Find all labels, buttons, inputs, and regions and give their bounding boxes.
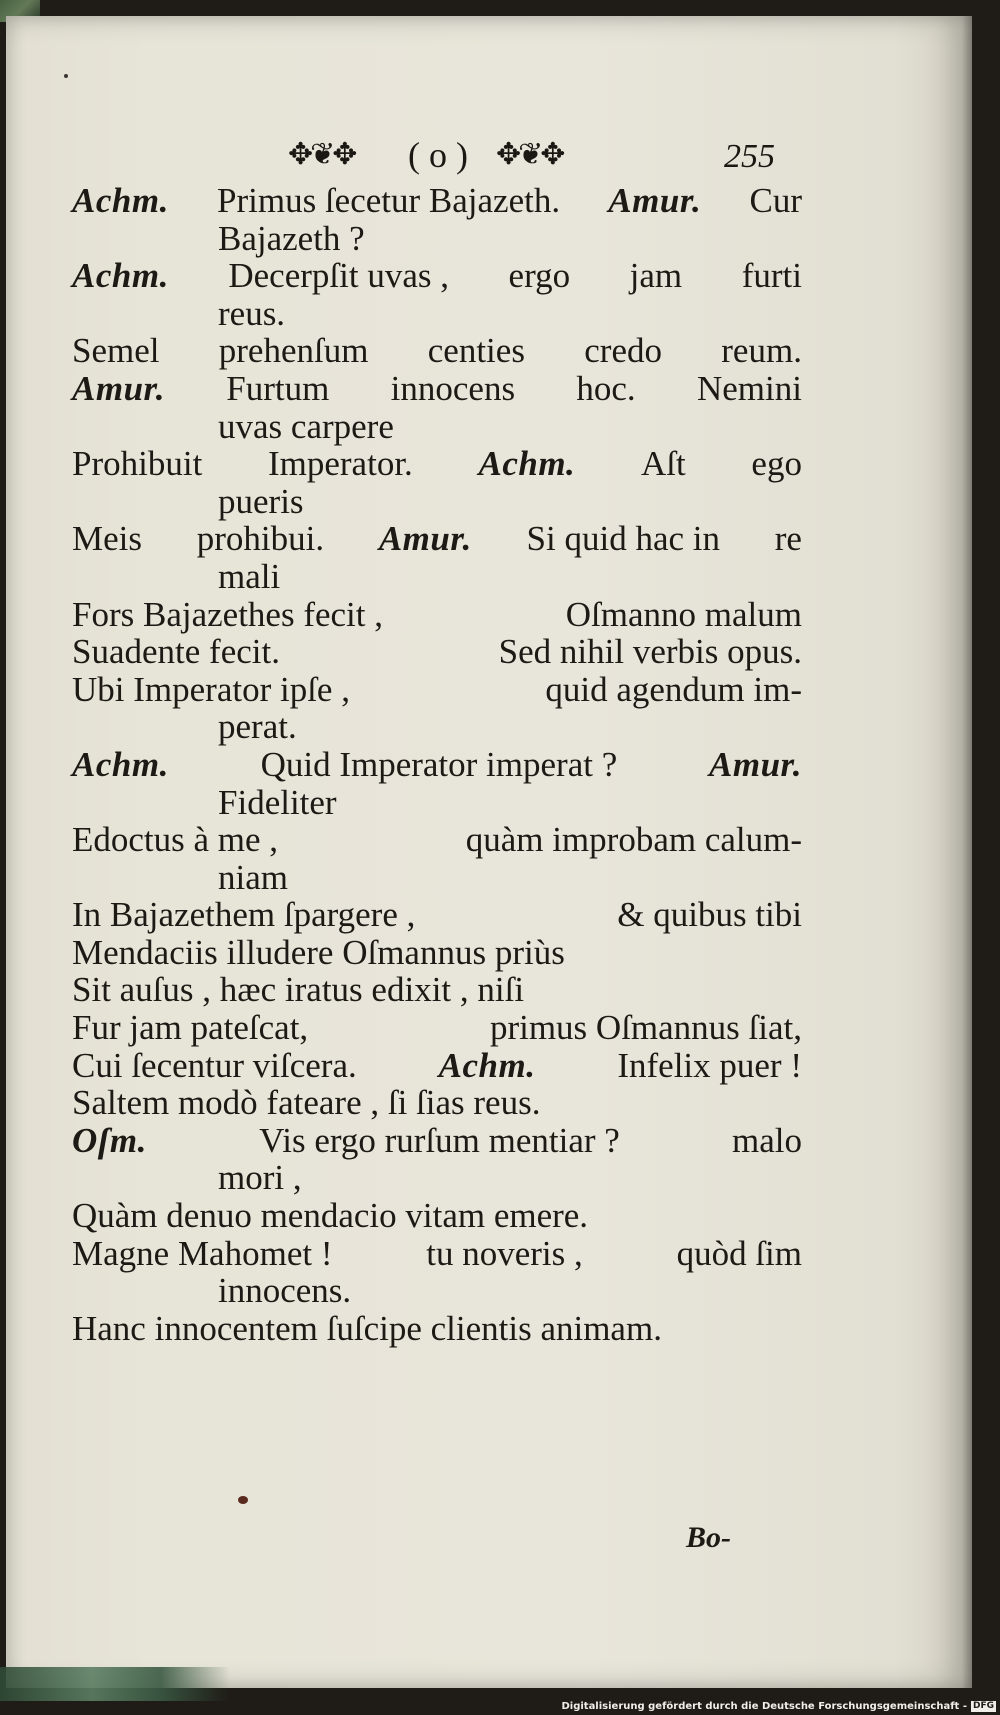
verse-segment: tu noveris , [426,1233,583,1273]
verse-segment: Hanc innocentem ſuſcipe clientis animam. [72,1308,662,1348]
verse-segment: Semel [72,331,160,371]
speaker-name: Achm. [72,256,169,296]
speaker-name: Amur. [72,368,165,408]
verse-line [72,1009,802,1047]
verse-segment: re [774,519,802,559]
verse-line [72,182,802,220]
verse-line [72,1235,802,1273]
verse-segment: Imperator. [267,444,413,484]
speaker-name: Amur. [608,181,702,220]
verse-text [72,182,802,1347]
verse-segment: reum. [721,331,802,371]
verse-segment: ergo [508,256,571,296]
speaker-name: Oſm. [72,1120,147,1160]
credit-text: Digitalisierung gefördert durch die Deutsche Forschungsgemeinschaft - [561,1700,967,1712]
verse-line [72,520,802,558]
verse-segment: hoc. [576,368,636,408]
digitization-credit [561,1699,996,1713]
verse-segment: prehenſum [218,331,369,371]
verse-line [72,821,802,859]
verse-line [72,671,802,709]
ink-speck [238,1496,248,1504]
verse-segment: Primus ſecetur Bajazeth. [217,181,561,220]
verse-line: mali [218,556,281,596]
verse-line [72,257,802,295]
verse-segment: credo [584,331,662,371]
verse-segment: jam [629,256,683,296]
verse-segment: malo [732,1120,802,1160]
page-number: 255 [724,138,775,175]
running-header [6,132,972,180]
verse-segment: Ubi Imperator ipſe , [72,669,350,709]
verse-segment: prohibui. [196,519,325,559]
verse-segment: Infelix puer ! [617,1045,802,1085]
verse-line: pueris [218,481,304,521]
verse-segment: Magne Mahomet ! [72,1233,333,1273]
verse-line [72,1122,802,1160]
verse-line [72,1197,802,1235]
verse-line: Sit auſus , hæc iratus edixit , niſi [72,970,525,1010]
verse-segment: Prohibuit [72,444,203,484]
verse-line: Saltem modò fateare , ſi ſias reus. [72,1083,541,1123]
verse-line [72,1310,802,1348]
verse-segment: quid agendum im- [545,669,802,709]
verse-line: uvas carpere [218,406,394,446]
speaker-name: Achm. [72,181,169,220]
verse-line: Mendaciis illudere Oſmannus priùs [72,932,565,972]
verse-segment: Cur [749,181,802,220]
verse-segment: Meis [72,519,142,559]
ink-speck [64,74,68,78]
verse-line [72,633,802,671]
ornament-left-icon: ✥❦✥ [288,137,355,172]
verse-segment: Oſmanno malum [565,594,802,634]
verse-segment: Si quid hac in [526,519,721,559]
dfg-logo-icon: DFG [972,1700,994,1711]
verse-line [72,445,802,483]
verse-segment: Aſt [641,444,686,484]
verse-line [72,1047,802,1085]
verse-segment: Furtum [226,368,330,408]
verse-segment: Sed nihil verbis opus. [498,632,802,672]
verse-segment: Fur jam pateſcat, [72,1008,309,1048]
verse-segment: innocens [390,368,516,408]
verse-line: Bajazeth ? [218,218,365,258]
verse-segment: quòd ſim [676,1233,802,1273]
verse-segment: Vis ergo rurſum mentiar ? [259,1120,620,1160]
page-shadow-edge [962,16,972,1688]
verse-segment: In Bajazethem ſpargere , [72,895,416,935]
verse-segment: Cui ſecentur viſcera. [72,1045,357,1085]
verse-line: reus. [218,293,286,333]
speaker-name: Achm. [478,444,576,484]
verse-segment: Decerpſit uvas , [228,256,449,296]
speaker-name: Amur. [378,519,472,559]
ornament-right-icon: ✥❦✥ [496,137,563,172]
speaker-name: Achm. [438,1045,536,1085]
verse-segment: & quibus tibi [617,895,802,935]
verse-segment: Quid Imperator imperat ? [260,744,618,784]
verse-segment: Quàm denuo mendacio vitam emere. [72,1196,589,1236]
verse-line [72,746,802,784]
verse-line [72,332,802,370]
book-page [6,16,972,1688]
binding-ribbon-bottom [0,1667,230,1701]
verse-segment: ego [751,444,802,484]
verse-segment: centies [427,331,525,371]
verse-segment: Suadente fecit. [72,632,280,672]
verse-segment: primus Oſmannus ſiat, [489,1008,802,1048]
verse-line: perat. [218,707,297,747]
verse-segment: quàm improbam calum- [465,820,802,860]
verse-segment: Edoctus à me , [72,820,279,860]
verse-line [72,596,802,634]
verse-line [72,370,802,408]
verse-line [72,896,802,934]
verse-line: Fideliter [218,782,337,822]
verse-segment: furti [741,256,802,296]
verse-segment: Nemini [696,368,802,408]
verse-line: mori , [218,1158,302,1198]
verse-line: innocens. [218,1271,352,1311]
header-marker: ( o ) [408,135,468,175]
speaker-name: Achm. [72,744,169,784]
verse-line: niam [218,857,288,897]
catchword: Bo- [686,1521,731,1554]
verse-segment: Fors Bajazethes fecit , [72,594,384,634]
speaker-name: Amur. [709,744,802,784]
